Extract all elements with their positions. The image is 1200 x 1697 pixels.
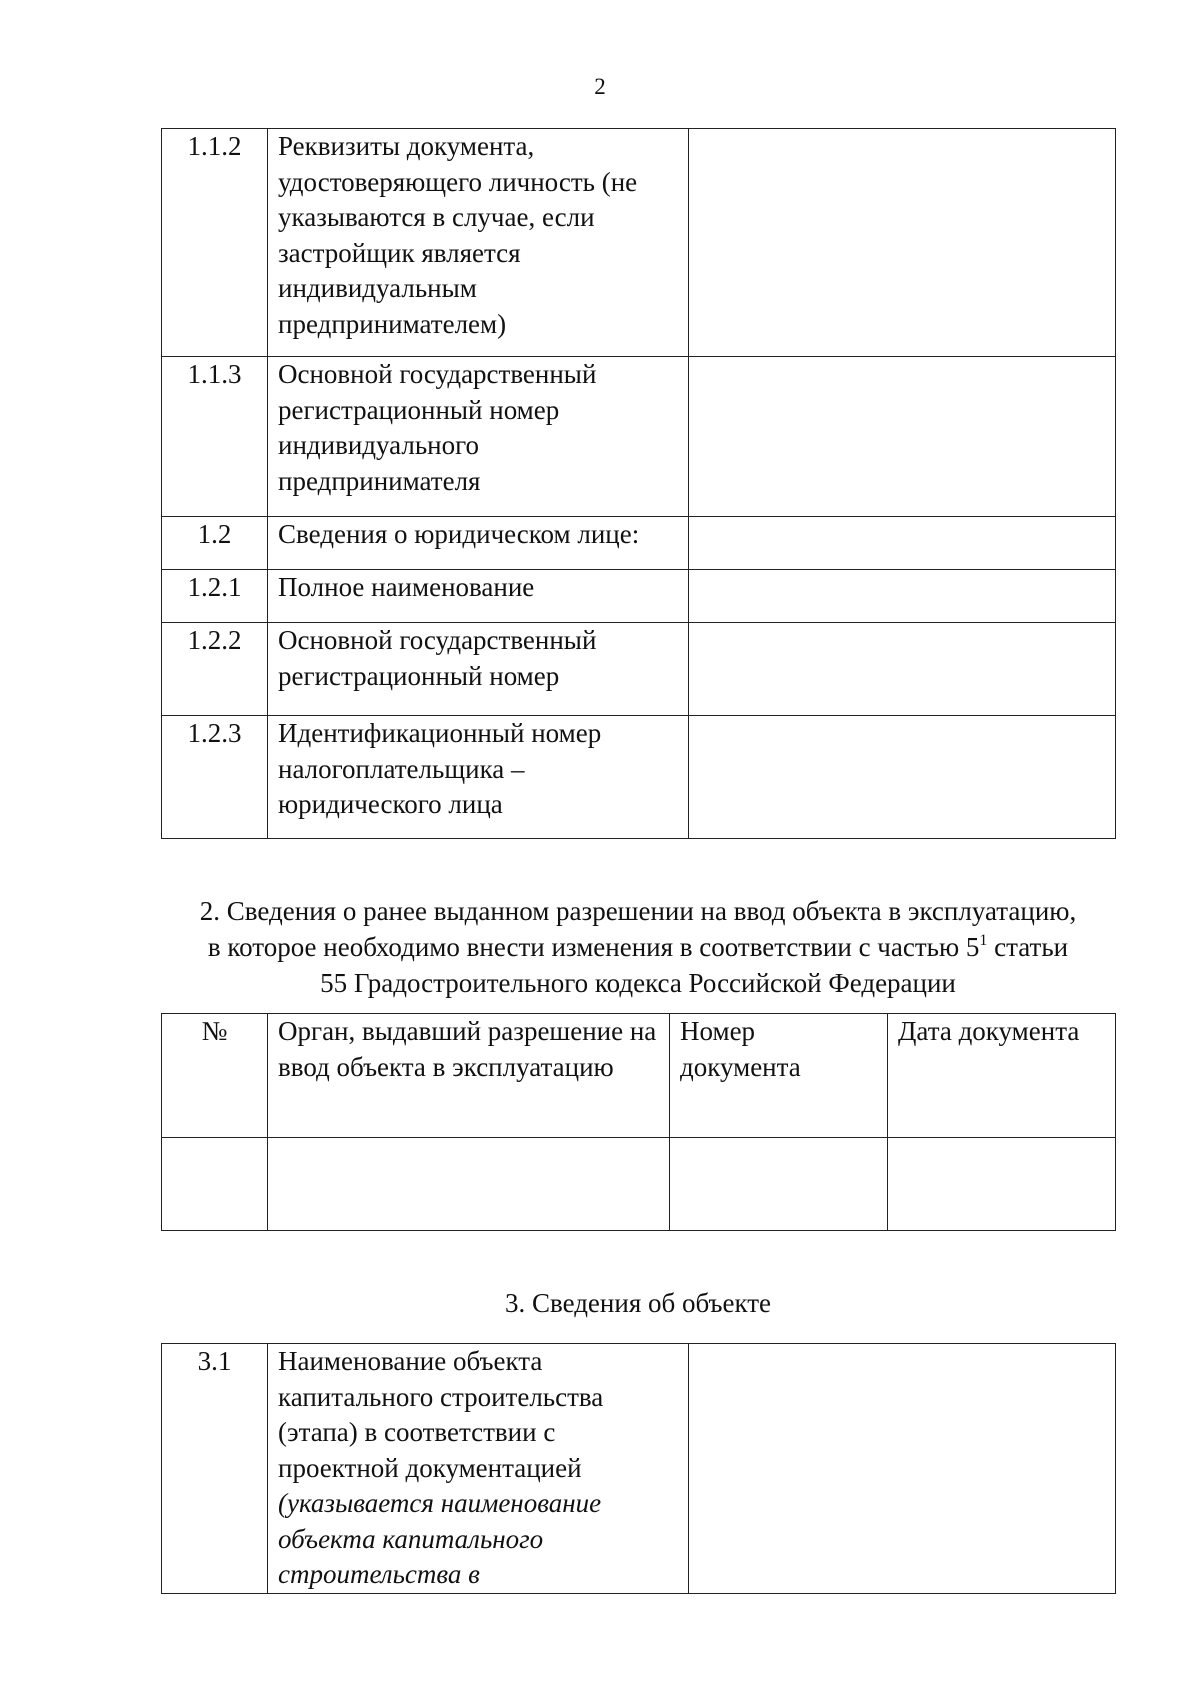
section-2-heading-line-2 — [150, 929, 1126, 965]
section-2-heading-text: в которое необходимо внести изменения в соответствии с частью 5 — [207, 932, 980, 962]
page-number: 2 — [594, 74, 606, 99]
table-row — [162, 623, 1116, 716]
row-number: 1.2.1 — [162, 570, 268, 623]
table-row — [162, 716, 1116, 839]
column-header-doc-number: Номер документа — [670, 1014, 888, 1138]
table-row — [162, 129, 1116, 357]
row-label: Основной государственный регистрационный номер — [268, 623, 689, 716]
row-label: Основной государственный регистрационный номер индивидуального предпринимателя — [268, 357, 689, 517]
table-row — [162, 570, 1116, 623]
row-number: 1.1.2 — [162, 129, 268, 357]
section-2-heading — [150, 893, 1126, 1001]
applicant-details-table — [161, 128, 1116, 839]
row-number: 1.1.3 — [162, 357, 268, 517]
table-header-row — [162, 1014, 1116, 1138]
section-2-heading-line-1: 2. Сведения о ранее выданном разрешении на ввод объекта в эксплуатацию, — [199, 896, 1077, 926]
object-details-table — [161, 1343, 1116, 1594]
section-3-heading: 3. Сведения об объекте — [504, 1288, 772, 1318]
row-number: 1.2 — [162, 517, 268, 570]
section-2-heading-text-end: статьи — [987, 932, 1069, 962]
table-row — [162, 357, 1116, 517]
row-label-cell — [268, 1344, 689, 1594]
cell-doc-date[interactable] — [888, 1138, 1116, 1231]
cell-doc-number[interactable] — [670, 1138, 888, 1231]
row-label: Идентификационный номер налогоплательщика – юридического лица — [268, 716, 689, 839]
row-label-note: (указывается наименование объекта капитального строительства в — [278, 1488, 602, 1589]
row-number: 3.1 — [162, 1344, 268, 1594]
row-label: Сведения о юридическом лице: — [268, 517, 689, 570]
table-row — [162, 1138, 1116, 1231]
row-value-cell[interactable] — [689, 357, 1116, 517]
row-number: 1.2.3 — [162, 716, 268, 839]
superscript: 1 — [979, 932, 988, 949]
previous-permit-table — [161, 1013, 1116, 1231]
row-value-cell[interactable] — [689, 517, 1116, 570]
row-value-cell[interactable] — [689, 129, 1116, 357]
section-2-heading-line-3: 55 Градостроительного кодекса Российской Федерации — [320, 968, 956, 998]
column-header-issuer: Орган, выдавший разрешение на ввод объекта в эксплуатацию — [268, 1014, 670, 1138]
row-number: 1.2.2 — [162, 623, 268, 716]
row-label: Полное наименование — [268, 570, 689, 623]
column-header-doc-date: Дата документа — [888, 1014, 1116, 1138]
cell-number[interactable] — [162, 1138, 268, 1231]
row-value-cell[interactable] — [689, 570, 1116, 623]
table-row — [162, 1344, 1116, 1594]
row-label: Наименование объекта капитального строительства (этапа) в соответствии с проектной документацией — [278, 1346, 604, 1483]
column-header-number: № — [162, 1014, 268, 1138]
row-value-cell[interactable] — [689, 1344, 1116, 1594]
table-row — [162, 517, 1116, 570]
row-label: Реквизиты документа, удостоверяющего личность (не указываются в случае, если застройщик является индивидуальным предпринимателем) — [268, 129, 689, 357]
row-value-cell[interactable] — [689, 716, 1116, 839]
cell-issuer[interactable] — [268, 1138, 670, 1231]
row-value-cell[interactable] — [689, 623, 1116, 716]
